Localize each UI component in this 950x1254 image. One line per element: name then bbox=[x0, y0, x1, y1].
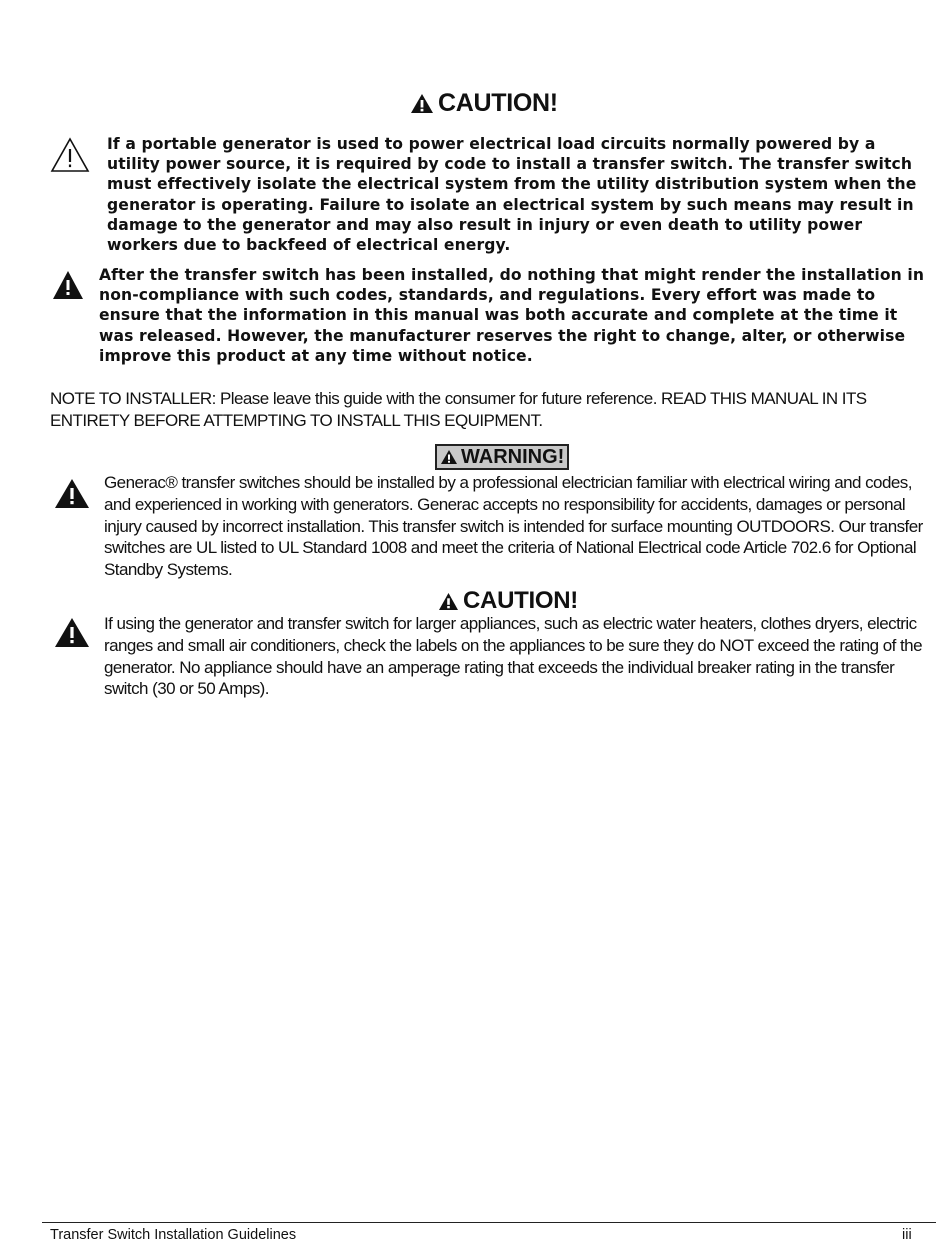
warning-filled-icon bbox=[440, 449, 458, 465]
warning-filled-icon bbox=[54, 478, 90, 509]
warning-paragraph: Generac® transfer switches should be installed by a professional electrician familiar with electrical wiring and codes, and experienced in working with generators. Generac accepts no responsibility for accidents, damages or personal injury caused by incorrect installation. This transfer switch is intended for surface mounting OUTDOORS. Our transfer switches are UL listed to UL Standard 1008 and meet the criteria of National Electrical code Article 702.6 for Optional Standby Systems. bbox=[104, 473, 923, 580]
warning-filled-icon bbox=[54, 617, 90, 648]
footer-page-number: iii bbox=[902, 1227, 912, 1243]
caution-paragraph-2: After the transfer switch has been installed, do nothing that might render the installation in non-compliance with such codes, standards, and regulations. Every effort was made to ensure that the information in this manual was both accurate and complete at the time it was released. However, the manufacturer reserves the right to change, alter, or otherwise improve this product at any time without notice. bbox=[99, 266, 925, 365]
warning-heading-text: WARNING! bbox=[461, 445, 565, 468]
caution-paragraph-1: If a portable generator is used to power electrical load circuits normally powered by a utility power source, it is required by code to install a transfer switch. The transfer switch must effectively isolate the electrical system from the utility distribution system when the generator is operating. Failure to isolate an electrical system by such means may result in damage to the generator and may also result in injury or even death to utility power workers due to backfeed of electrical energy. bbox=[107, 135, 917, 255]
warning-filled-icon bbox=[410, 93, 434, 114]
note-to-installer: NOTE TO INSTALLER: Please leave this guide with the consumer for future reference. READ THIS MANUAL IN ITS ENTIRETY BEFORE ATTEMPTING TO INSTALL THIS EQUIPMENT. bbox=[50, 389, 867, 430]
warning-filled-icon bbox=[52, 270, 84, 300]
footer-rule bbox=[42, 1222, 936, 1223]
caution-heading-bottom-text: CAUTION! bbox=[463, 587, 578, 614]
caution-heading-top-text: CAUTION! bbox=[438, 89, 558, 117]
warning-heading bbox=[435, 444, 569, 470]
footer-title: Transfer Switch Installation Guidelines bbox=[50, 1227, 297, 1243]
caution-heading-bottom bbox=[438, 587, 578, 615]
warning-outline-icon bbox=[50, 137, 90, 173]
warning-filled-icon bbox=[438, 592, 459, 611]
caution-bottom-paragraph: If using the generator and transfer switch for larger appliances, such as electric water heaters, clothes dryers, electric ranges and small air conditioners, check the labels on the appliances to be sure they do NOT exceed the rating of the generator. No appliance should have an amperage rating that exceeds the individual breaker rating in the transfer switch (30 or 50 Amps). bbox=[104, 614, 922, 699]
caution-heading-top bbox=[410, 89, 558, 118]
